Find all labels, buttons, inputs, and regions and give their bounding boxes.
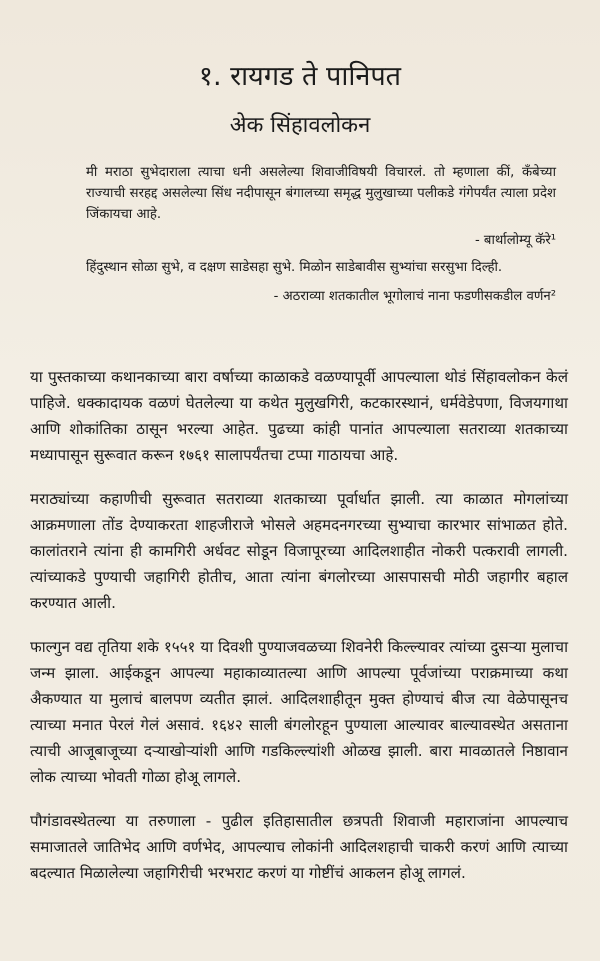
chapter-title: १. रायगड ते पानिपत <box>198 61 402 92</box>
epigraph-attribution: - अठराव्या शतकातील भूगोलाचं नाना फडणीसकडील वर्णन² <box>273 289 556 304</box>
paragraph: फाल्गुन वद्य तृतिया शके १५५१ या दिवशी पुण्याजवळच्या शिवनेरी किल्ल्यावर त्यांच्या दुसऱ्या मुलाचा जन्म झाला. आईकडून आपल्या महाकाव्यातल्या आणि आपल्या पूर्वजांच्या पराक्रमाच्या कथा अैकण्यात या मुलाचं बालपण व्यतीत झालं. आदिलशाहीतून मुक्त होण्याचं बीज त्या वेळेपासूनच त्याच्या मनात पेरलं गेलं असावं. १६४२ साली बंगलोरहून पुण्याला आल्यावर बाल्यावस्थेत असताना त्याची आजूबाजूच्या दऱ्याखोऱ्यांशी आणि गडकिल्ल्यांशी ओळख झाली. बारा मावळातले निष्ठावान लोक त्याच्या भोवती गोळा होअू लागले. <box>30 638 568 786</box>
epigraph-attribution: - बार्थालोम्यू कॅरे¹ <box>474 233 556 248</box>
chapter-subtitle: अेक सिंहावलोकन <box>229 113 371 138</box>
paragraph: या पुस्तकाच्या कथानकाच्या बारा वर्षाच्या काळाकडे वळण्यापूर्वी आपल्याला थोडं सिंहावलोकन केलं पाहिजे. धक्कादायक वळणं घेतलेल्या या कथेत मुलुखगिरी, कटकारस्थानं, धर्मवेडेपणा, विजयगाथा आणि शोकांतिका ठासून भरल्या आहेत. पुढच्या कांही पानांत आपल्याला सतराव्या शतकाच्या मध्यापासून सुरूवात करून १७६१ सालापर्यंतचा टप्पा गाठायचा आहे. <box>30 368 568 464</box>
epigraph-quote: हिंदुस्थान सोळा सुभे, व दक्षण साडेसहा सुभे. मिळोन साडेबावीस सुभ्यांचा सरसुभा दिल्ही. <box>86 260 503 275</box>
paragraph: मराठ्यांच्या कहाणीची सुरूवात सतराव्या शतकाच्या पूर्वार्धात झाली. त्या काळात मोगलांच्या आक्रमणाला तोंड देण्याकरता शाहजीराजे भोसले अहमदनगरच्या सुभ्याचा कारभार सांभाळत होते. कालांतराने त्यांना ही कामगिरी अर्धवट सोडून विजापूरच्या आदिलशाहीत नोकरी पत्करावी लागली. त्यांच्याकडे पुण्याची जहागिरी होतीच, आता त्यांना बंगलोरच्या आसपासची मोठी जहागीर बहाल करण्यात आली. <box>30 490 568 612</box>
epigraph-block <box>86 162 556 313</box>
paragraph: पौगंडावस्थेतल्या या तरुणाला - पुढील इतिहासातील छत्रपती शिवाजी महाराजांना आपल्याच समाजातले जातिभेद आणि वर्णभेद, आपल्याच लोकांनी आदिलशहाची चाकरी करणं आणि त्याच्या बदल्यात मिळालेल्या जहागिरीची भरभराट करणं या गोष्टींचं आकलन होअू लागलं. <box>30 812 568 882</box>
body-text <box>30 364 568 904</box>
epigraph-quote: मी मराठा सुभेदाराला त्याचा धनी असलेल्या शिवाजीविषयी विचारलं. तो म्हणाला कीं, कँबेच्या राज्याची सरहद्द असलेल्या सिंध नदीपासून बंगालच्या समृद्ध मुलुखाच्या पलीकडे गंगेपर्यंत त्याला प्रदेश जिंकायचा आहे. <box>86 165 556 222</box>
